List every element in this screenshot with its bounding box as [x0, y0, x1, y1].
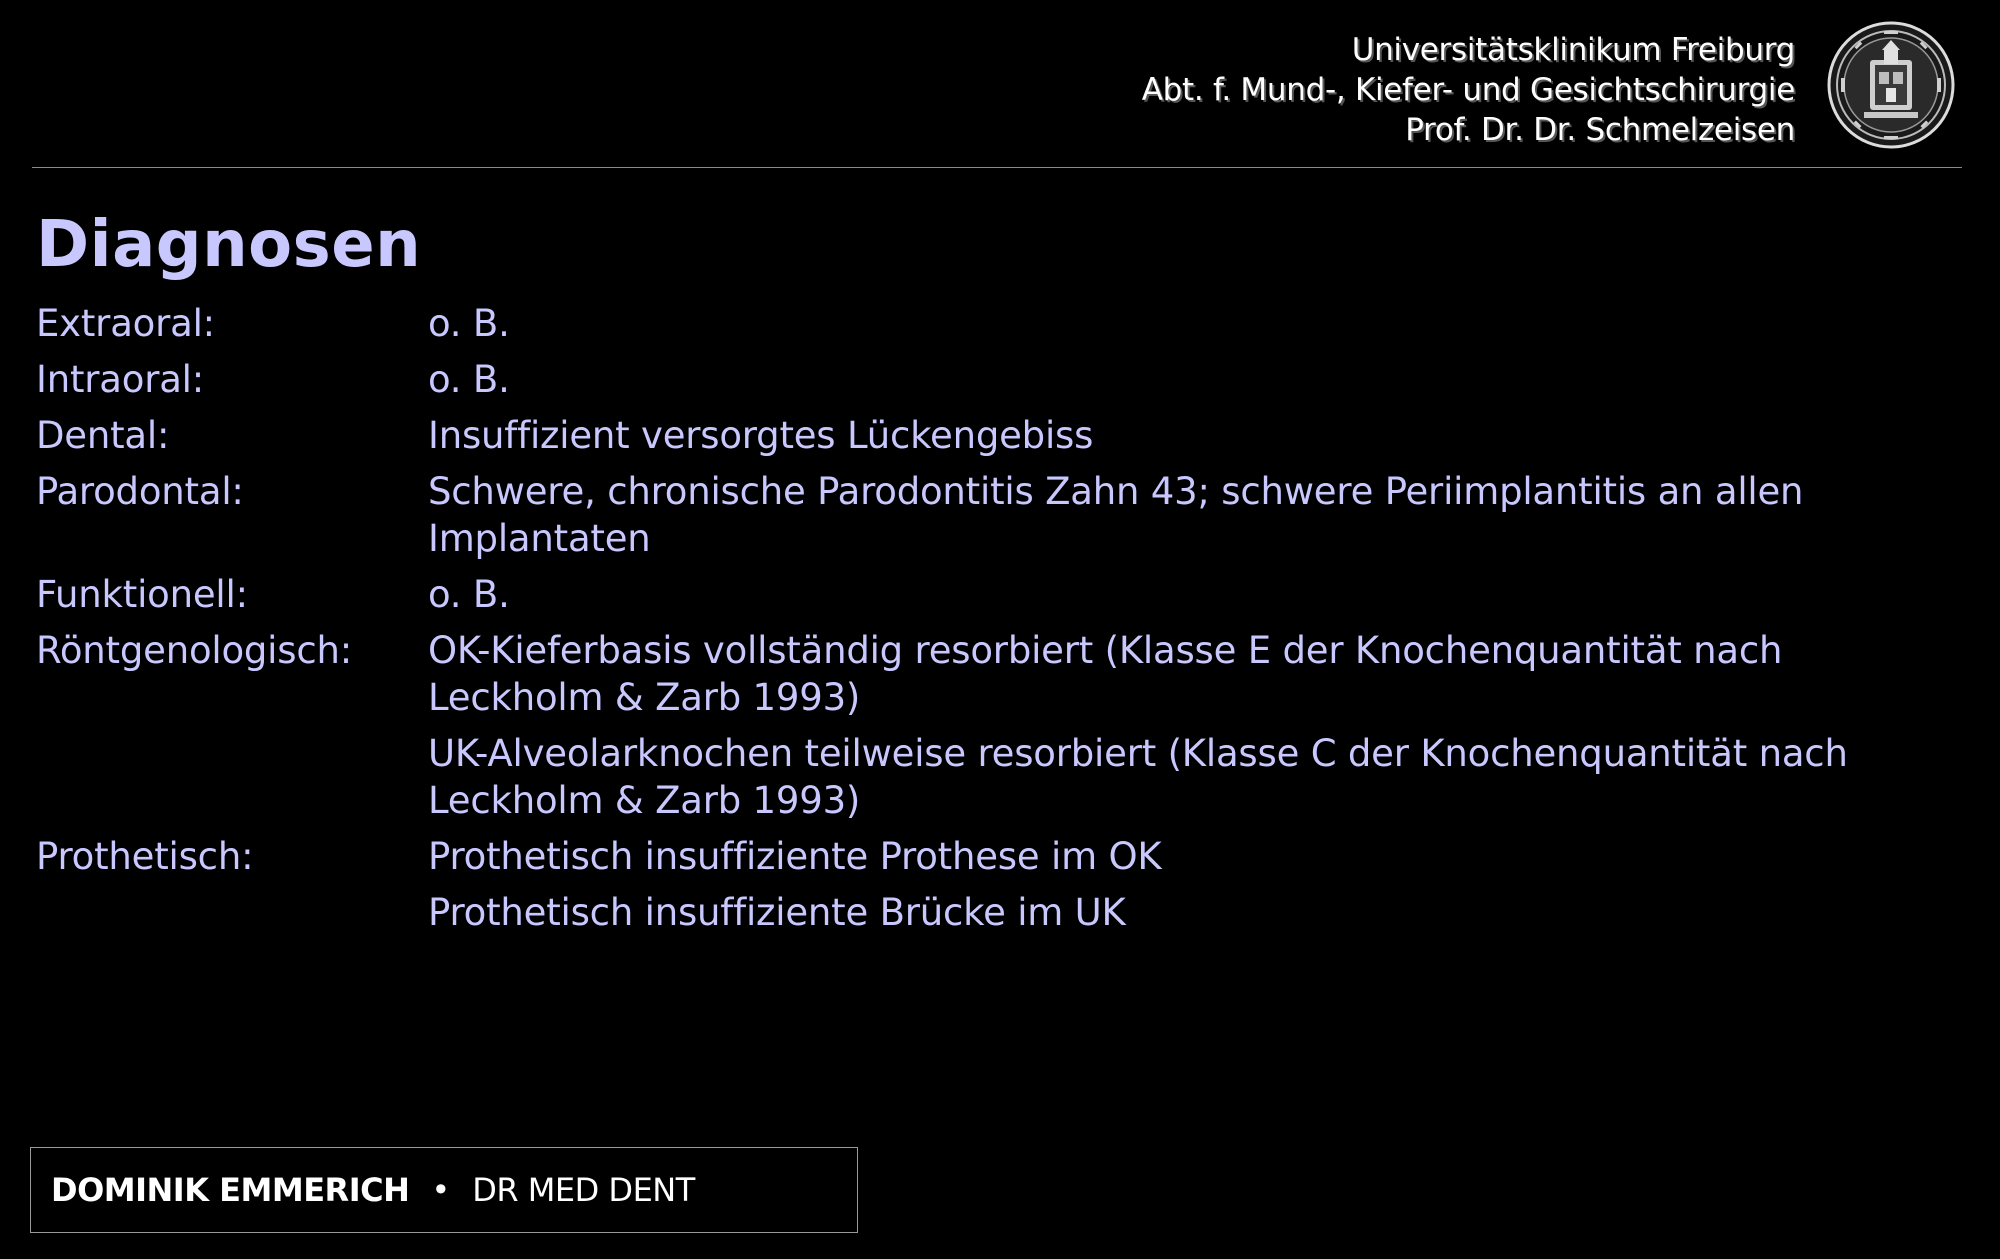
diagnosis-row-extraoral [36, 300, 1936, 347]
diagnosis-label: Intraoral: [36, 358, 205, 401]
diagnosis-value: UK-Alveolarknochen teilweise resorbiert (Klasse C der Knochenquantität nach Leckholm & Zarb 1993) [428, 732, 1848, 822]
header-divider [32, 167, 1962, 168]
separator-bullet: • [431, 1171, 451, 1209]
diagnosis-value: Insuffizient versorgtes Lückengebiss [428, 414, 1094, 457]
diagnosis-row-parodontal [36, 468, 1936, 562]
diagnosis-label: Prothetisch: [36, 835, 254, 878]
diagnosis-value: OK-Kieferbasis vollständig resorbiert (Klasse E der Knochenquantität nach Leckholm & Zarb 1993) [428, 629, 1783, 719]
diagnosis-row-funktionell [36, 571, 1936, 618]
department-name: Abt. f. Mund-, Kiefer- und Gesichtschirurgie [1141, 72, 1795, 108]
diagnosis-label: Extraoral: [36, 302, 215, 345]
university-seal-icon [1826, 20, 1956, 150]
page-title: Diagnosen [36, 208, 422, 282]
diagnosis-value: o. B. [428, 358, 510, 401]
diagnosis-row-dental [36, 412, 1936, 459]
presenter-degree: DR MED DENT [472, 1171, 695, 1209]
diagnosis-row-roentgenologisch [36, 627, 1936, 824]
diagnosis-label: Funktionell: [36, 573, 248, 616]
diagnosis-row-prothetisch [36, 833, 1936, 936]
institution-name: Universitätsklinikum Freiburg [1351, 32, 1795, 68]
diagnosis-value: Prothetisch insuffiziente Brücke im UK [428, 891, 1126, 934]
institution-header [1142, 30, 1795, 150]
presenter-footer [30, 1147, 858, 1233]
diagnosis-value: o. B. [428, 573, 510, 616]
diagnosis-value: Schwere, chronische Parodontitis Zahn 43; schwere Periimplantitis an allen Implantaten [428, 470, 1804, 560]
diagnosis-value: Prothetisch insuffiziente Prothese im OK [428, 835, 1162, 878]
diagnosis-label: Parodontal: [36, 470, 244, 513]
diagnosis-row-intraoral [36, 356, 1936, 403]
professor-name: Prof. Dr. Dr. Schmelzeisen [1405, 112, 1795, 148]
diagnosis-label: Dental: [36, 414, 170, 457]
diagnosis-label: Röntgenologisch: [36, 629, 352, 672]
diagnoses-list [36, 300, 1936, 945]
diagnosis-value: o. B. [428, 302, 510, 345]
presenter-name: DOMINIK EMMERICH [51, 1171, 410, 1209]
